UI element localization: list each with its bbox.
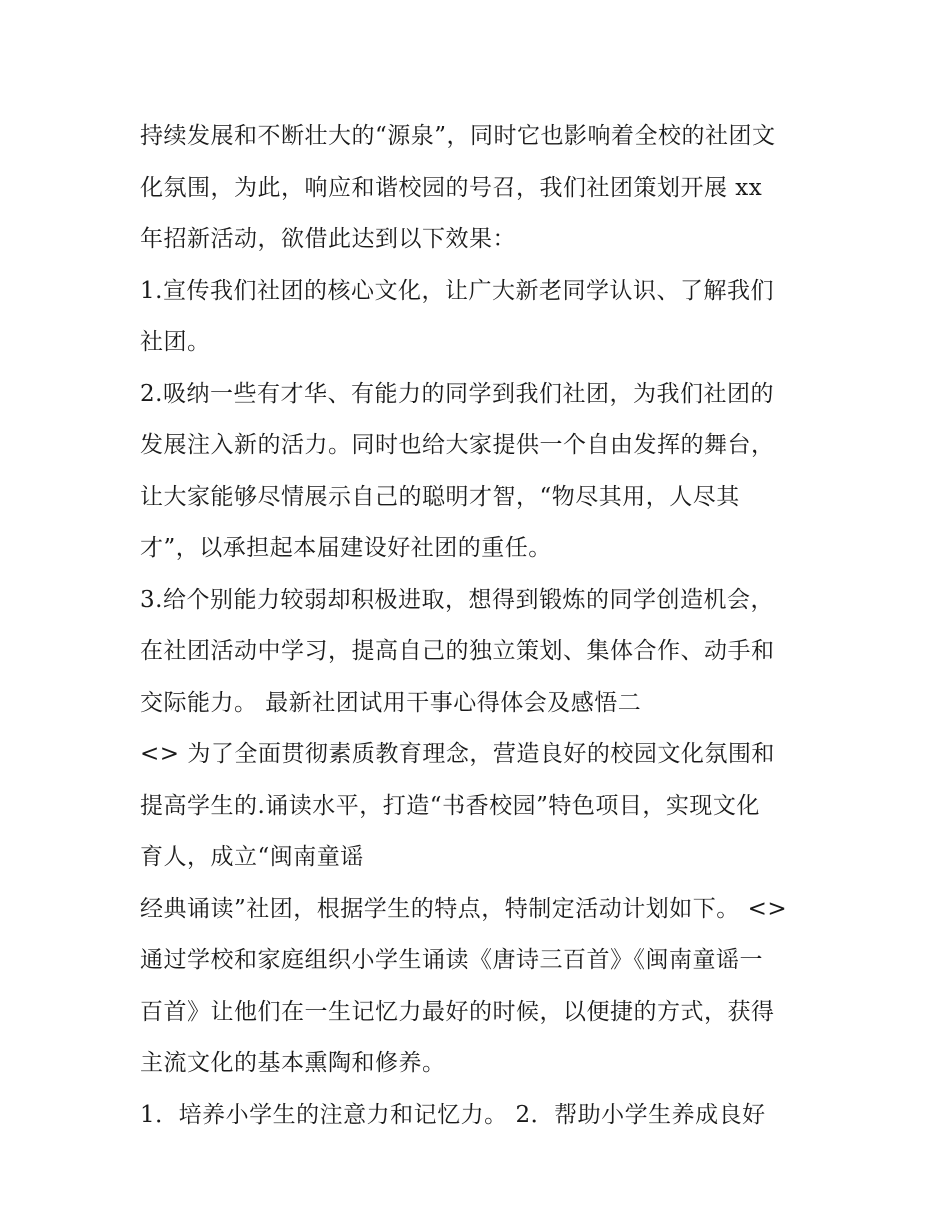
text-line-1: 持续发展和不断壮大的“源泉”，同时它也影响着全校的社团文 — [140, 123, 776, 149]
text-line-20: 1．培养小学生的注意力和记忆力。 2．帮助小学生养成良好 — [140, 1101, 766, 1128]
text-line-15: 育人，成立“闽南童谣 — [140, 844, 364, 870]
text-line-17: 通过学校和家庭组织小学生诵读《唐诗三百首》《闽南童谣一 — [140, 947, 763, 973]
text-line-16: 经典诵读”社团，根据学生的特点，特制定活动计划如下。 <> — [140, 895, 788, 922]
text-line-5: 社团。 — [140, 329, 211, 355]
text-line-4: 1.宣传我们社团的核心文化，让广大新老同学认识、了解我们 — [140, 277, 774, 304]
text-line-18: 百首》让他们在一生记忆力最好的时候，以便捷的方式，获得 — [140, 998, 775, 1025]
text-line-3: 年招新活动，欲借此达到以下效果： — [140, 226, 516, 252]
text-line-6: 2.吸纳一些有才华、有能力的同学到我们社团，为我们社团的 — [140, 380, 774, 407]
text-line-11: 在社团活动中学习，提高自己的独立策划、集体合作、动手和 — [140, 638, 775, 664]
text-line-19: 主流文化的基本熏陶和修养。 — [140, 1050, 446, 1076]
text-line-10: 3.给个别能力较弱却积极进取，想得到锻炼的同学创造机会， — [140, 586, 774, 613]
text-line-13: <> 为了全面贯彻素质教育理念，营造良好的校园文化氛围和 — [140, 741, 775, 767]
body-text — [140, 111, 830, 1141]
text-line-7: 发展注入新的活力。同时也给大家提供一个自由发挥的舞台， — [140, 432, 775, 458]
text-line-8: 让大家能够尽情展示自己的聪明才智，“物尽其用，人尽其 — [140, 483, 740, 510]
text-line-2: 化氛围，为此，响应和谐校园的号召，我们社团策划开展 xx — [140, 174, 763, 201]
text-line-12: 交际能力。 最新社团试用干事心得体会及感悟二 — [140, 689, 642, 716]
text-line-14: 提高学生的.诵读水平，打造“书香校园”特色项目，实现文化 — [140, 792, 760, 819]
text-line-9: 才”，以承担起本届建设好社团的重任。 — [140, 535, 552, 561]
